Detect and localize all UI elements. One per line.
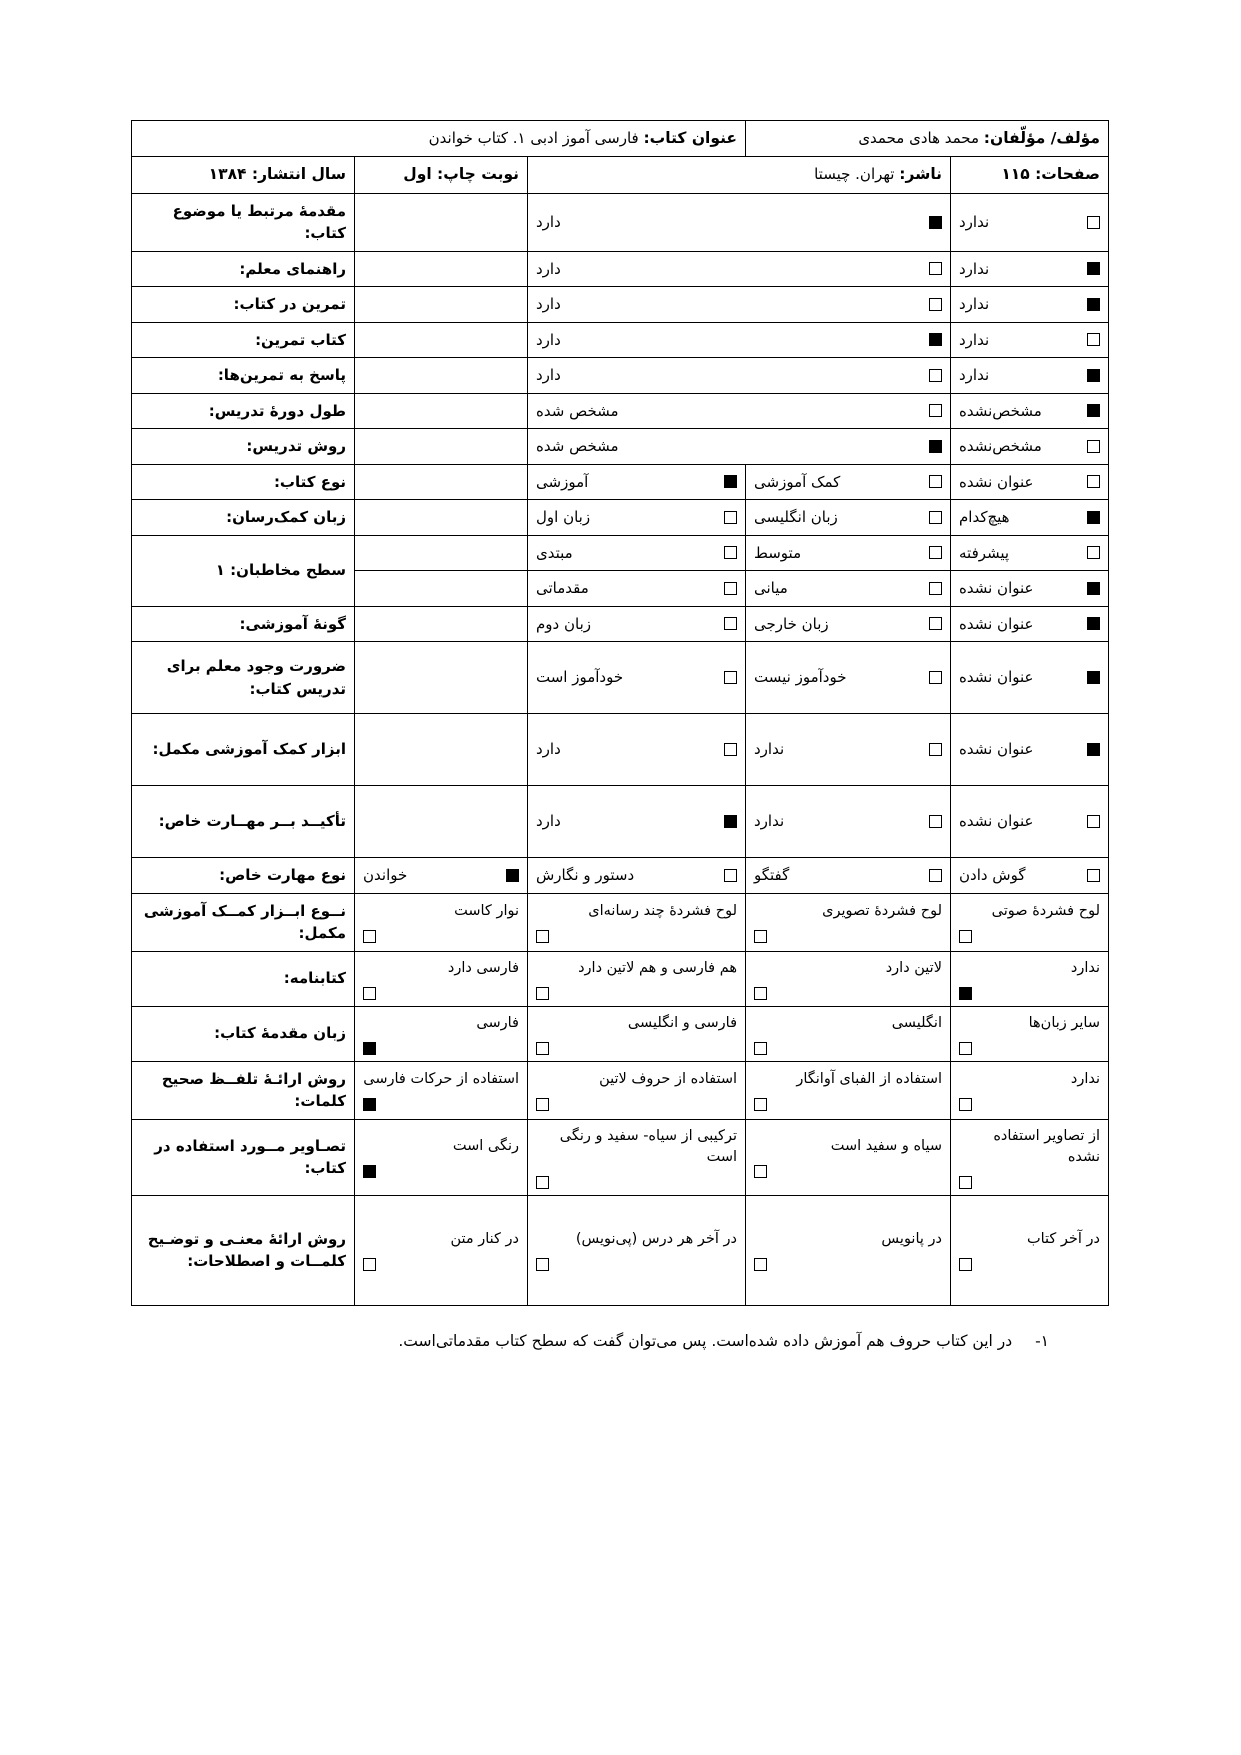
empty-cell — [355, 429, 528, 465]
option-label: استفاده از الفبای آوانگار — [796, 1071, 942, 1088]
author-value: محمد هادی محمدی — [858, 129, 980, 147]
checkbox[interactable] — [1087, 511, 1100, 524]
table-row — [131, 951, 1108, 1006]
option-cell[interactable] — [951, 951, 1109, 1006]
option-label: آموزشی — [536, 472, 589, 491]
checkbox[interactable] — [929, 671, 942, 684]
option-label: از تصاویر استفاده نشده — [993, 1127, 1100, 1165]
table-row — [131, 1006, 1108, 1061]
checkbox[interactable] — [929, 333, 942, 346]
option-cell[interactable] — [355, 1119, 528, 1195]
option-label: ندارد — [959, 212, 990, 231]
checkbox[interactable] — [1087, 869, 1100, 882]
author-label: مؤلف/ مؤلّفان: — [983, 129, 1100, 147]
option-label: انگلیسی — [891, 1014, 942, 1031]
row-label: زبان کمک‌رسان: — [131, 500, 354, 536]
table-row — [131, 322, 1108, 358]
option-cell[interactable] — [746, 786, 951, 858]
option-label: فارسی — [476, 1014, 519, 1031]
option-cell[interactable] — [528, 464, 746, 500]
pages-label: صفحات: ۱۱۵ — [1001, 165, 1100, 184]
option-cell[interactable] — [528, 287, 951, 323]
option-cell[interactable] — [355, 1195, 528, 1305]
checkbox[interactable] — [929, 440, 942, 453]
checkbox[interactable] — [754, 1098, 767, 1111]
table-row — [131, 193, 1108, 251]
checkbox[interactable] — [1087, 440, 1100, 453]
option-label: مبتدی — [536, 543, 573, 562]
checkbox[interactable] — [363, 1258, 376, 1271]
checkbox[interactable] — [929, 262, 942, 275]
option-cell[interactable] — [528, 535, 746, 571]
row-label: سطح مخاطبان: ۱ — [131, 535, 354, 606]
option-cell[interactable] — [746, 642, 951, 714]
checkbox[interactable] — [1087, 216, 1100, 229]
option-label: دارد — [536, 330, 561, 349]
option-cell[interactable] — [355, 951, 528, 1006]
table-body — [131, 121, 1108, 1306]
option-label: پیشرفته — [959, 543, 1010, 562]
checkbox[interactable] — [929, 869, 942, 882]
option-label: دارد — [536, 295, 561, 313]
option-label: دارد — [536, 366, 561, 384]
checkbox[interactable] — [1087, 617, 1100, 630]
checkbox[interactable] — [536, 1258, 549, 1271]
option-cell[interactable] — [355, 858, 528, 894]
option-cell[interactable] — [528, 500, 746, 536]
checkbox[interactable] — [536, 1042, 549, 1055]
option-label: هیچ‌کدام — [959, 508, 1010, 526]
checkbox[interactable] — [959, 1258, 972, 1271]
row-label: مقدمهٔ مرتبط یا موضوع کتاب: — [131, 193, 354, 251]
checkbox[interactable] — [363, 1098, 376, 1111]
row-label: تمرین در کتاب: — [131, 287, 354, 323]
option-cell[interactable] — [951, 251, 1109, 287]
option-cell[interactable] — [951, 1061, 1109, 1119]
row-label: پاسخ به تمرین‌ها: — [131, 358, 354, 394]
checkbox[interactable] — [929, 582, 942, 595]
checkbox[interactable] — [724, 671, 737, 684]
option-label: در آخر هر درس (پی‌نویس) — [575, 1231, 737, 1248]
empty-cell — [355, 500, 528, 536]
empty-cell — [355, 251, 528, 287]
checkbox[interactable] — [1087, 546, 1100, 559]
row-label: روش تدریس: — [131, 429, 354, 465]
option-cell[interactable] — [528, 193, 951, 251]
year-label: سال انتشار: ۱۳۸۴ — [208, 165, 346, 184]
option-label: عنوان نشده — [959, 614, 1034, 633]
table-row — [131, 358, 1108, 394]
option-cell[interactable] — [951, 786, 1109, 858]
checkbox[interactable] — [1087, 298, 1100, 311]
option-label: دارد — [536, 812, 561, 831]
option-cell[interactable] — [951, 858, 1109, 894]
table-row — [131, 287, 1108, 323]
option-label: فارسی و انگلیسی — [627, 1014, 737, 1031]
option-cell[interactable] — [951, 606, 1109, 642]
row-label: ضرورت وجود معلم برای تدریس کتاب: — [131, 642, 354, 714]
option-cell[interactable] — [951, 1006, 1109, 1061]
checkbox[interactable] — [1087, 582, 1100, 595]
footnote-number: ۱- — [1035, 1331, 1049, 1350]
option-label: سایر زبان‌ها — [1028, 1014, 1100, 1031]
option-cell[interactable] — [951, 429, 1109, 465]
option-label: گوش دادن — [959, 866, 1026, 884]
option-label: میانی — [754, 579, 788, 597]
option-cell[interactable] — [528, 429, 951, 465]
option-cell[interactable] — [355, 893, 528, 951]
checkbox[interactable] — [724, 743, 737, 756]
option-cell[interactable] — [355, 1006, 528, 1061]
option-label: گفتگو — [754, 866, 790, 884]
option-label: خودآموز است — [536, 668, 624, 687]
checkbox[interactable] — [929, 546, 942, 559]
book-evaluation-table — [131, 120, 1109, 1306]
option-label: ندارد — [1070, 959, 1100, 976]
option-label: دستور و نگارش — [536, 866, 635, 884]
checkbox[interactable] — [929, 369, 942, 382]
title-label: عنوان کتاب: — [643, 129, 737, 147]
table-row — [131, 500, 1108, 536]
option-cell[interactable] — [746, 858, 951, 894]
empty-cell — [355, 606, 528, 642]
checkbox[interactable] — [536, 1098, 549, 1111]
row-label: طول دورهٔ تدریس: — [131, 393, 354, 429]
publisher-label: ناشر: — [899, 165, 942, 184]
checkbox[interactable] — [363, 1165, 376, 1178]
option-label: دارد — [536, 259, 561, 278]
row-label: تأکیــد بــر مهــارت خاص: — [131, 786, 354, 858]
option-cell[interactable] — [951, 535, 1109, 571]
option-label: زبان اول — [536, 508, 591, 526]
checkbox[interactable] — [363, 987, 376, 1000]
option-label: ندارد — [959, 330, 990, 349]
row-label: روش ارائهٔ معنـی و توضـیح کلمــات و اصطلاحات: — [131, 1195, 354, 1305]
edition-cell — [355, 157, 528, 193]
checkbox[interactable] — [724, 475, 737, 488]
checkbox[interactable] — [959, 1098, 972, 1111]
option-label: استفاده از حرکات فارسی — [363, 1071, 519, 1088]
checkbox[interactable] — [959, 930, 972, 943]
option-label: فارسی دارد — [447, 959, 519, 976]
option-label: خودآموز نیست — [754, 668, 847, 687]
checkbox[interactable] — [959, 1176, 972, 1189]
table-row — [131, 429, 1108, 465]
publisher-value: تهران. چیستا — [814, 165, 895, 184]
table-row — [131, 893, 1108, 951]
option-cell[interactable] — [746, 606, 951, 642]
option-label: زبان خارجی — [754, 614, 829, 633]
empty-cell — [355, 714, 528, 786]
footnote — [132, 1332, 1109, 1350]
option-label: نوار کاست — [454, 902, 519, 919]
option-cell[interactable] — [746, 1006, 951, 1061]
option-label: لاتین دارد — [885, 959, 942, 976]
option-label: استفاده از حروف لاتین — [599, 1071, 737, 1088]
option-label: ندارد — [959, 295, 990, 313]
row-label: نوع کتاب: — [131, 464, 354, 500]
empty-cell — [355, 322, 528, 358]
checkbox[interactable] — [754, 987, 767, 1000]
option-label: مشخص‌نشده — [959, 437, 1042, 455]
option-cell[interactable] — [528, 251, 951, 287]
row-label: ابزار کمک آموزشی مکمل: — [131, 714, 354, 786]
checkbox[interactable] — [1087, 671, 1100, 684]
option-label: متوسط — [754, 543, 802, 562]
table-row — [131, 714, 1108, 786]
option-label: رنگی است — [452, 1138, 519, 1155]
option-cell[interactable] — [528, 1195, 746, 1305]
option-cell[interactable] — [951, 358, 1109, 394]
row-label: نــوع ابــزار کمــک آموزشی مکمل: — [131, 893, 354, 951]
option-cell[interactable] — [951, 322, 1109, 358]
option-label: دارد — [536, 212, 561, 231]
option-cell[interactable] — [746, 464, 951, 500]
pages-cell — [951, 157, 1109, 193]
table-row — [131, 1061, 1108, 1119]
checkbox[interactable] — [724, 617, 737, 630]
checkbox[interactable] — [754, 1165, 767, 1178]
option-label: مقدماتی — [536, 579, 589, 597]
author-cell — [746, 121, 1109, 157]
option-label: عنوان نشده — [959, 472, 1034, 491]
table-row-title — [131, 121, 1108, 157]
checkbox[interactable] — [536, 1176, 549, 1189]
option-cell[interactable] — [746, 535, 951, 571]
checkbox[interactable] — [724, 869, 737, 882]
option-cell[interactable] — [746, 571, 951, 607]
checkbox[interactable] — [724, 582, 737, 595]
option-label: مشخص شده — [536, 401, 619, 420]
option-label: در کنار متن — [450, 1231, 519, 1248]
option-label: ندارد — [754, 812, 785, 831]
option-label: عنوان نشده — [959, 668, 1034, 687]
option-label: لوح فشردهٔ صوتی — [991, 902, 1100, 919]
row-label: کتاب تمرین: — [131, 322, 354, 358]
checkbox[interactable] — [724, 546, 737, 559]
checkbox[interactable] — [929, 404, 942, 417]
table-row — [131, 1195, 1108, 1305]
checkbox[interactable] — [1087, 815, 1100, 828]
checkbox[interactable] — [959, 987, 972, 1000]
option-label: زبان دوم — [536, 614, 591, 633]
checkbox[interactable] — [929, 475, 942, 488]
empty-cell — [355, 393, 528, 429]
empty-cell — [355, 642, 528, 714]
option-cell[interactable] — [528, 951, 746, 1006]
option-label: ندارد — [754, 740, 785, 759]
option-cell[interactable] — [746, 1061, 951, 1119]
option-cell[interactable] — [528, 642, 746, 714]
option-cell[interactable] — [528, 1006, 746, 1061]
checkbox[interactable] — [959, 1042, 972, 1055]
table-row — [131, 535, 1108, 571]
option-cell[interactable] — [528, 571, 746, 607]
checkbox[interactable] — [929, 511, 942, 524]
option-label: لوح فشردهٔ چند رسانه‌ای — [588, 902, 737, 919]
checkbox[interactable] — [363, 1042, 376, 1055]
option-label: عنوان نشده — [959, 812, 1034, 831]
row-label: کتابنامه: — [131, 951, 354, 1006]
option-cell[interactable] — [528, 893, 746, 951]
option-cell[interactable] — [951, 1119, 1109, 1195]
option-cell[interactable] — [951, 642, 1109, 714]
option-cell[interactable] — [528, 714, 746, 786]
option-label: ترکیبی از سیاه- سفید و رنگی است — [559, 1127, 737, 1165]
row-label: گونهٔ آموزشی: — [131, 606, 354, 642]
option-cell[interactable] — [528, 1061, 746, 1119]
checkbox[interactable] — [929, 298, 942, 311]
option-label: لوح فشردهٔ تصویری — [822, 902, 942, 919]
option-cell[interactable] — [746, 951, 951, 1006]
checkbox[interactable] — [929, 617, 942, 630]
empty-cell — [355, 358, 528, 394]
checkbox[interactable] — [536, 987, 549, 1000]
row-label: تصـاویر مــورد استفاده در کتاب: — [131, 1119, 354, 1195]
title-value: فارسی آموز ادبی ۱. کتاب خواندن — [428, 129, 639, 147]
table-row — [131, 393, 1108, 429]
checkbox[interactable] — [929, 216, 942, 229]
empty-cell — [355, 535, 528, 571]
checkbox[interactable] — [1087, 262, 1100, 275]
checkbox[interactable] — [1087, 743, 1100, 756]
option-cell[interactable] — [746, 1119, 951, 1195]
table-row — [131, 642, 1108, 714]
empty-cell — [355, 287, 528, 323]
edition-label: نوبت چاپ: اول — [403, 165, 519, 184]
year-cell — [131, 157, 354, 193]
footnote-text: در این کتاب حروف هم آموزش داده شده‌است. پس می‌توان گفت که سطح کتاب مقدماتی‌است. — [398, 1331, 1013, 1350]
option-label: مشخص‌نشده — [959, 401, 1042, 420]
option-cell[interactable] — [951, 714, 1109, 786]
option-label: ندارد — [1070, 1071, 1100, 1088]
empty-cell — [355, 464, 528, 500]
table-row — [131, 786, 1108, 858]
option-label: مشخص شده — [536, 437, 619, 455]
publisher-cell — [528, 157, 951, 193]
row-label: راهنمای معلم: — [131, 251, 354, 287]
option-cell[interactable] — [951, 193, 1109, 251]
option-cell[interactable] — [746, 893, 951, 951]
option-label: عنوان نشده — [959, 740, 1034, 759]
table-row — [131, 251, 1108, 287]
option-label: ندارد — [959, 366, 990, 384]
option-cell[interactable] — [528, 322, 951, 358]
option-cell[interactable] — [355, 1061, 528, 1119]
checkbox[interactable] — [929, 743, 942, 756]
option-label: عنوان نشده — [959, 579, 1034, 597]
checkbox[interactable] — [536, 930, 549, 943]
option-label: زبان انگلیسی — [754, 508, 838, 526]
option-cell[interactable] — [951, 500, 1109, 536]
checkbox[interactable] — [506, 869, 519, 882]
option-cell[interactable] — [528, 1119, 746, 1195]
option-label: در آخر کتاب — [1026, 1231, 1100, 1248]
table-row — [131, 858, 1108, 894]
row-label: روش ارائـهٔ تلفــظ صحیح کلمات: — [131, 1061, 354, 1119]
checkbox[interactable] — [1087, 404, 1100, 417]
checkbox[interactable] — [929, 815, 942, 828]
checkbox[interactable] — [724, 815, 737, 828]
option-label: دارد — [536, 740, 561, 759]
option-cell[interactable] — [746, 1195, 951, 1305]
option-label: سیاه و سفید است — [830, 1138, 942, 1155]
empty-cell — [355, 786, 528, 858]
option-cell[interactable] — [528, 786, 746, 858]
option-cell[interactable] — [951, 571, 1109, 607]
option-label: خواندن — [363, 866, 408, 884]
checkbox[interactable] — [754, 1042, 767, 1055]
option-cell[interactable] — [951, 893, 1109, 951]
row-label: زبان مقدمهٔ کتاب: — [131, 1006, 354, 1061]
option-cell[interactable] — [951, 464, 1109, 500]
option-cell[interactable] — [746, 714, 951, 786]
option-cell[interactable] — [528, 393, 951, 429]
option-cell[interactable] — [951, 393, 1109, 429]
checkbox[interactable] — [724, 511, 737, 524]
table-row — [131, 606, 1108, 642]
option-cell[interactable] — [528, 606, 746, 642]
row-label: نوع مهارت خاص: — [131, 858, 354, 894]
option-cell[interactable] — [951, 287, 1109, 323]
option-label: هم فارسی و هم لاتین دارد — [578, 959, 737, 976]
option-cell[interactable] — [528, 858, 746, 894]
option-cell[interactable] — [528, 358, 951, 394]
checkbox[interactable] — [754, 1258, 767, 1271]
checkbox[interactable] — [1087, 475, 1100, 488]
table-row — [131, 1119, 1108, 1195]
option-label: در پانویس — [881, 1231, 942, 1248]
option-label: کمک آموزشی — [754, 472, 841, 491]
empty-cell — [355, 571, 528, 607]
empty-cell — [355, 193, 528, 251]
checkbox[interactable] — [363, 930, 376, 943]
option-cell[interactable] — [746, 500, 951, 536]
table-row-publication — [131, 157, 1108, 193]
checkbox[interactable] — [754, 930, 767, 943]
option-cell[interactable] — [951, 1195, 1109, 1305]
title-cell — [131, 121, 745, 157]
table-row — [131, 464, 1108, 500]
option-label: ندارد — [959, 259, 990, 278]
checkbox[interactable] — [1087, 333, 1100, 346]
checkbox[interactable] — [1087, 369, 1100, 382]
